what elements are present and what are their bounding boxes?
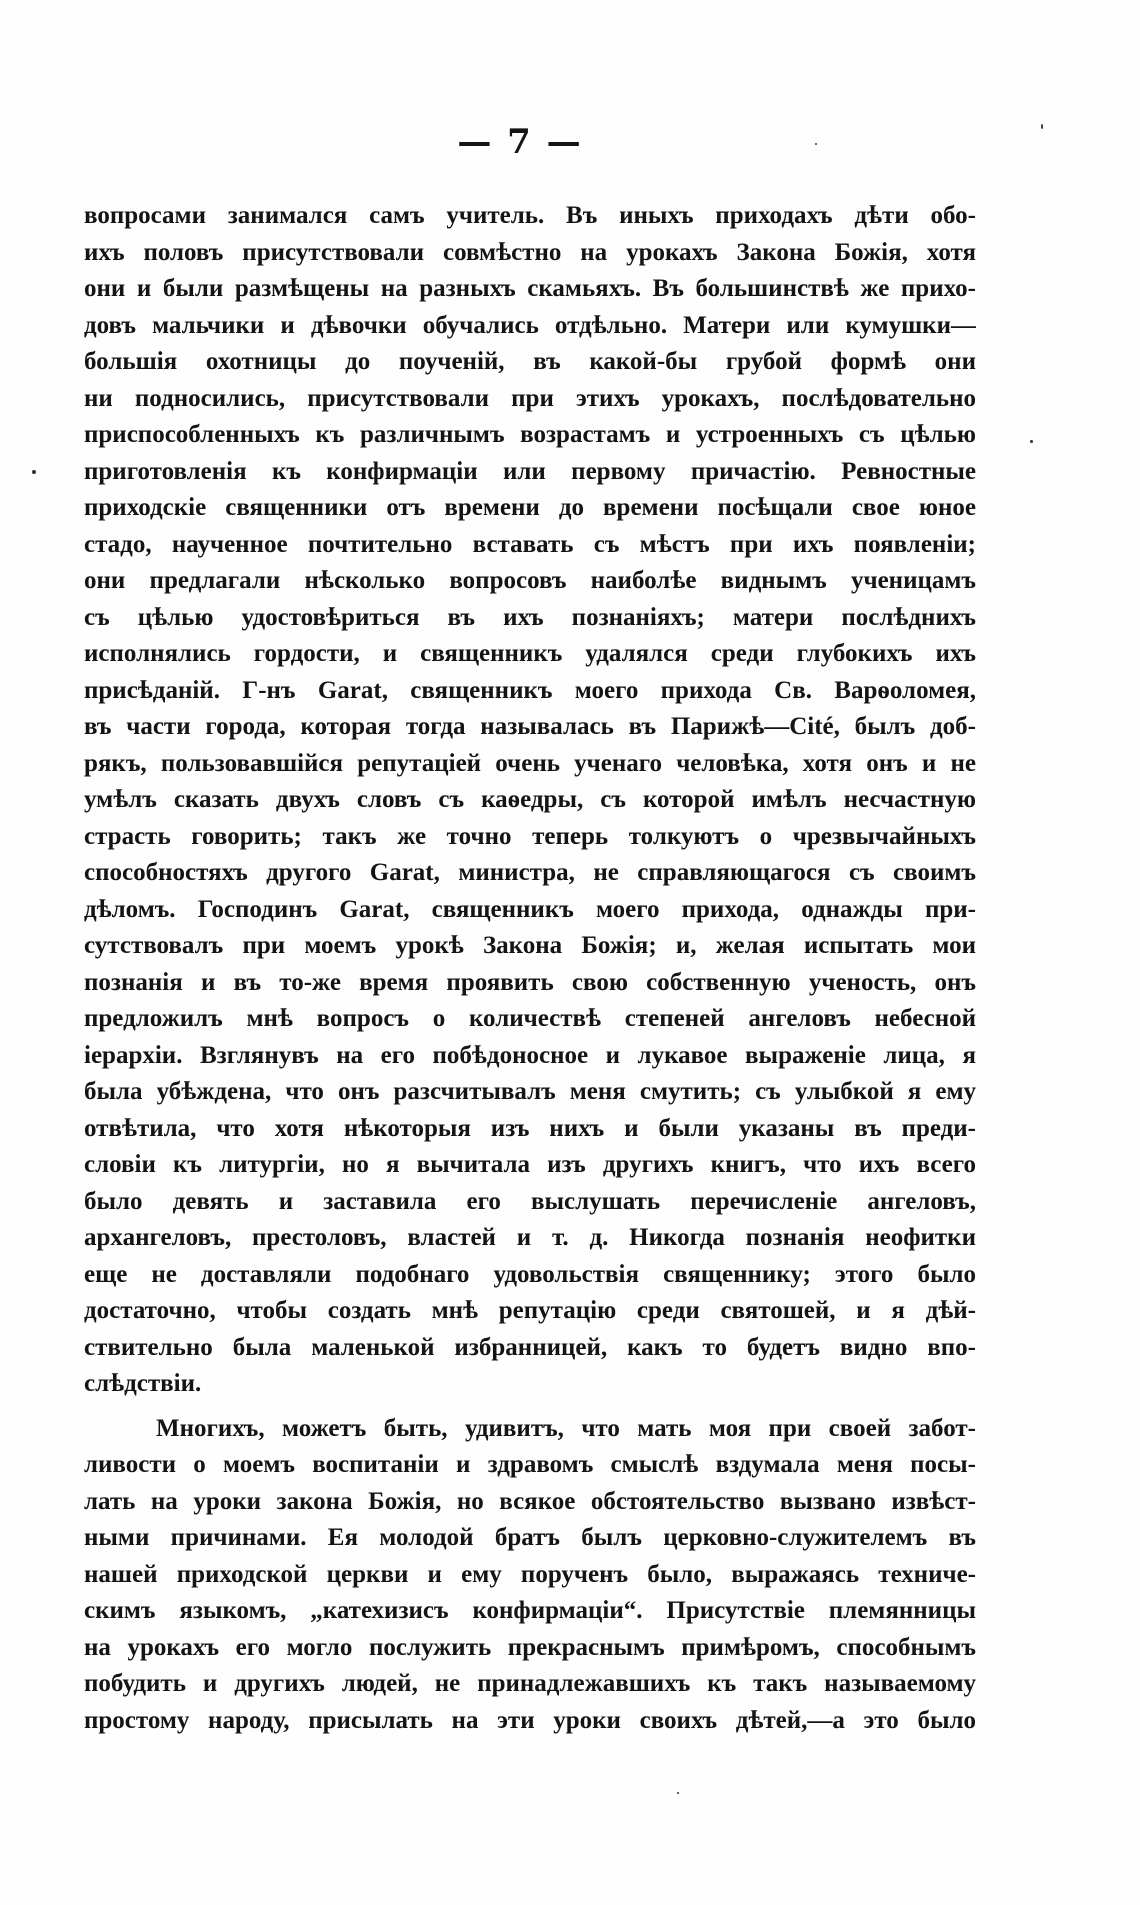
text-line: страсть говорить; такъ же точно теперь толкуютъ о чрезвычайныхъ	[84, 822, 976, 850]
text-line: ными причинами. Ея молодой братъ былъ церковно-служителемъ въ	[84, 1524, 976, 1551]
text-line: съ цѣлью удостовѣриться въ ихъ познаніяхъ; матери послѣднихъ	[84, 603, 976, 631]
scan-speck	[1030, 440, 1033, 443]
text-line: вопросами занимался самъ учитель. Въ иныхъ приходахъ дѣти обо-	[84, 202, 976, 229]
text-line: рякъ, пользовавшійся репутаціей очень ученаго человѣка, хотя онъ и не	[84, 749, 976, 777]
scan-speck	[32, 470, 36, 474]
text-line: ни подносились, присутствовали при этихъ урокахъ, послѣдовательно	[84, 384, 976, 412]
text-line: ствительно была маленькой избранницей, какъ то будетъ видно впо-	[84, 1333, 976, 1361]
text-line: отвѣтила, что хотя нѣкоторыя изъ нихъ и были указаны въ преди-	[84, 1114, 976, 1142]
scan-speck	[815, 143, 817, 145]
text-line: была убѣждена, что онъ разсчитывалъ меня смутить; съ улыбкой я ему	[84, 1078, 976, 1105]
text-line: познанія и въ то-же время проявить свою собственную ученость, онъ	[84, 968, 976, 996]
text-line: исполнялись гордости, и священникъ удалялся среди глубокихъ ихъ	[84, 640, 976, 667]
text-line: способностяхъ другого Garat, министра, не справляющагося съ своимъ	[84, 859, 976, 886]
text-line: довъ мальчики и дѣвочки обучались отдѣльно. Матери или кумушки—	[84, 311, 976, 339]
scan-speck	[677, 1792, 679, 1794]
text-line: умѣлъ сказать двухъ словъ съ каѳедры, съ которой имѣлъ несчастную	[84, 786, 976, 813]
text-line: стадо, наученное почтительно вставать съ мѣстъ при ихъ появленіи;	[84, 530, 976, 558]
paragraph-gap	[84, 1403, 976, 1411]
text-line: предложилъ мнѣ вопросъ о количествѣ степеней ангеловъ небесной	[84, 1005, 976, 1032]
text-line: словіи къ литургіи, но я вычитала изъ другихъ книгъ, что ихъ всего	[84, 1151, 976, 1178]
page-number: — 7 —	[457, 122, 583, 162]
scan-speck	[1041, 124, 1043, 129]
text-line: Многихъ, можетъ быть, удивитъ, что мать моя при своей забот-	[156, 1414, 976, 1442]
text-line: было девять и заставила его выслушать перечисленіе ангеловъ,	[84, 1187, 976, 1215]
text-line: приготовленія къ конфирмаціи или первому причастію. Ревностные	[84, 457, 976, 485]
text-line: въ части города, которая тогда называлась въ Парижѣ—Cité, былъ доб-	[84, 713, 976, 740]
text-line: они предлагали нѣсколько вопросовъ наиболѣе виднымъ ученицамъ	[84, 567, 976, 594]
text-line: нашей приходской церкви и ему порученъ было, выражаясь техниче-	[84, 1560, 976, 1588]
text-line: приспособленныхъ къ различнымъ возрастамъ и устроенныхъ съ цѣлью	[84, 421, 976, 448]
text-line: еще не доставляли подобнаго удовольствія священнику; этого было	[84, 1260, 976, 1288]
text-line: лать на уроки закона Божія, но всякое обстоятельство вызвано извѣст-	[84, 1487, 976, 1515]
text-line: приходскіе священники отъ времени до времени посѣщали свое юное	[84, 494, 976, 521]
text-line: простому народу, присылать на эти уроки своихъ дѣтей,—а это было	[84, 1706, 976, 1734]
text-line: сутствовалъ при моемъ урокѣ Закона Божія; и, желая испытать мои	[84, 932, 976, 959]
text-line: ихъ половъ присутствовали совмѣстно на урокахъ Закона Божія, хотя	[84, 238, 976, 266]
text-line: слѣдствіи.	[84, 1370, 202, 1397]
body-text	[84, 198, 976, 1739]
text-line: большія охотницы до поученій, въ какой-бы грубой формѣ они	[84, 348, 976, 375]
text-line: іерархіи. Взглянувъ на его побѣдоносное и лукавое выраженіе лица, я	[84, 1041, 976, 1069]
text-line: они и были размѣщены на разныхъ скамьяхъ. Въ большинствѣ же прихо-	[84, 275, 976, 302]
text-line: присѣданій. Г-нъ Garat, священникъ моего прихода Св. Варѳоломея,	[84, 676, 976, 704]
text-line: ливости о моемъ воспитаніи и здравомъ смыслѣ вздумала меня посы-	[84, 1451, 976, 1478]
text-line: достаточно, чтобы создать мнѣ репутацію среди святошей, и я дѣй-	[84, 1297, 976, 1324]
text-line: побудить и другихъ людей, не принадлежавшихъ къ такъ называемому	[84, 1670, 976, 1697]
text-line: архангеловъ, престоловъ, властей и т. д. Никогда познанія неофитки	[84, 1224, 976, 1251]
text-line: на урокахъ его могло послужить прекраснымъ примѣромъ, способнымъ	[84, 1633, 976, 1661]
text-line: дѣломъ. Господинъ Garat, священникъ моего прихода, однажды при-	[84, 895, 976, 923]
text-line: скимъ языкомъ, „катехизисъ конфирмаціи“. Присутствіе племянницы	[84, 1597, 976, 1624]
